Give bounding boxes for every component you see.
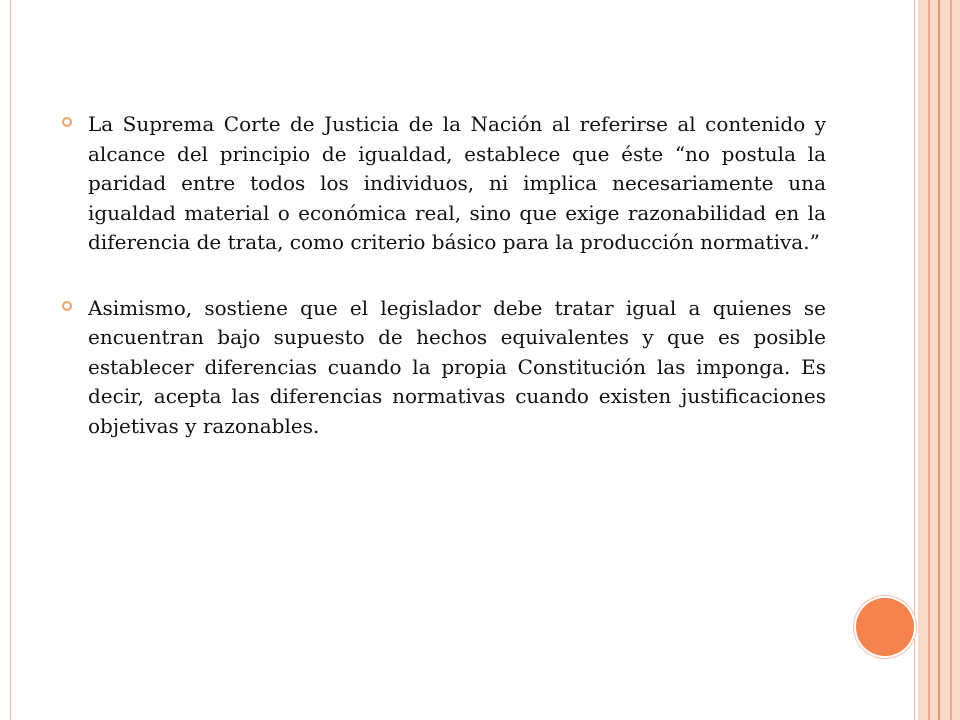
bullet-text: Asimismo, sostiene que el legislador debe tratar igual a quienes se encuentran bajo supuesto de hechos equivalentes y que es posible establecer diferencias cuando la propia Constitución las imponga. Es decir, acepta las diferencias normativas cuando existen justificaciones objetivas y razonables. <box>88 295 826 438</box>
decorative-circle <box>856 598 914 656</box>
slide-content <box>62 110 826 477</box>
ring-bullet-icon <box>62 110 88 136</box>
bullet-text: La Suprema Corte de Justicia de la Nación al referirse al contenido y alcance del principio de igualdad, establece que éste “no postula la paridad entre todos los individuos, ni implica necesariamente una igualdad material o económica real, sino que exige razonabilidad en la diferencia de trata, como criterio básico para la producción normativa.” <box>88 112 826 254</box>
decorative-stripes <box>918 0 960 720</box>
bullet-item <box>62 110 826 258</box>
ring-bullet-icon <box>62 294 88 320</box>
bullet-item <box>62 294 826 442</box>
